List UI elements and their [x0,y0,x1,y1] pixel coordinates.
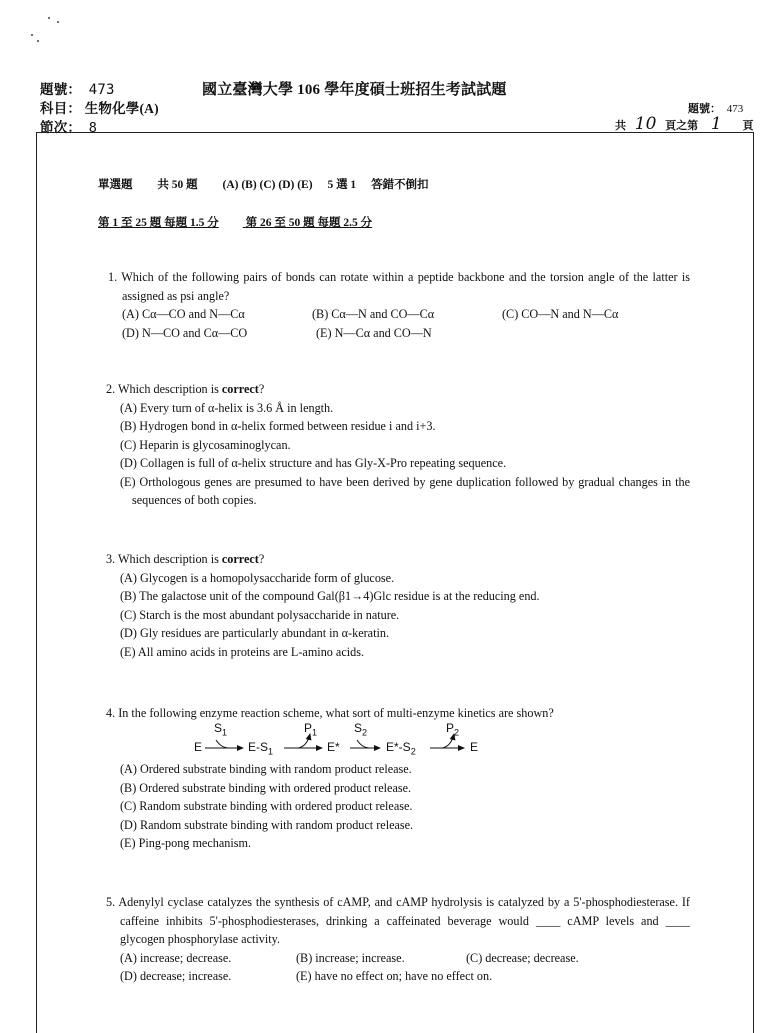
current-page: 1 [710,114,722,134]
question-2-option-b[interactable]: (B) Hydrogen bond in α-helix formed between residue i and i+3. [120,419,436,433]
question-3-option-b[interactable]: (B) The galactose unit of the compound Gal(β1→4)Glc residue is at the reducing end. [120,589,540,603]
question-5-options-row-2 [106,967,690,986]
page-prefix: 共 [615,120,626,132]
subject-line [40,97,159,117]
question-4-option-a[interactable]: (A) Ordered substrate binding with random product release. [120,762,412,776]
scheme-complex-2-sub: 2 [410,746,416,757]
scheme-substrate-1-letter: S [214,721,223,735]
scoring-rule-2: 第 26 至 50 題 每題 2.5 分 [245,217,373,229]
question-count: 共 50 題 [157,179,198,191]
question-5-option-b[interactable]: (B) increase; increase. [296,950,405,965]
question-2 [106,380,690,510]
scheme-product-2 [446,721,459,737]
scan-speck [57,21,59,23]
question-1-option-d[interactable]: (D) N—CO and Cα—CO [122,325,248,340]
page-indicator [615,114,753,134]
scoring-rules [98,214,384,230]
subject-label: 科目： [40,101,82,116]
question-2-stem-text: 2. Which description is [106,382,222,396]
question-2-stem [106,380,690,399]
right-question-number-label: 題號： [688,103,721,115]
right-question-number-value: 473 [726,103,744,115]
question-1-option-e[interactable]: (E) N—Cα and CO—N [316,325,432,340]
scheme-complex-2 [386,740,416,756]
scan-speck [37,40,39,42]
question-5-option-e[interactable]: (E) have no effect on; have no effect on. [296,969,493,983]
penalty-note: 答錯不倒扣 [371,179,429,191]
scan-speck [48,17,50,19]
question-4-option-e[interactable]: (E) Ping-pong mechanism. [120,836,251,850]
question-3-stem-emphasis: correct [221,552,259,566]
reaction-arrows [190,718,490,760]
question-3-stem [106,550,690,569]
question-3-option-e[interactable]: (E) All amino acids in proteins are L-amino acids. [120,644,365,659]
question-1-option-a[interactable]: (A) Cα—CO and N—Cα [122,307,245,321]
scheme-substrate-1-sub: 1 [222,727,228,738]
question-5-option-a[interactable]: (A) increase; decrease. [120,950,232,965]
scheme-substrate-1 [214,721,227,737]
instructions [98,176,441,192]
scheme-substrate-2-letter: S [354,721,363,735]
question-4-option-d[interactable]: (D) Random substrate binding with random product release. [120,817,414,832]
question-3-option-c[interactable]: (C) Starch is the most abundant polysaccharide in nature. [120,607,400,622]
question-2-option-d[interactable]: (D) Collagen is full of α-helix structure and has Gly-X-Pro repeating sequence. [120,456,507,470]
scheme-enzyme-end: E [470,740,479,754]
question-2-option-a[interactable]: (A) Every turn of α-helix is 3.6 Å in length. [120,400,334,415]
choice-pick: 5 選 1 [327,179,357,191]
question-5 [106,893,690,986]
scheme-product-1 [304,721,317,737]
question-2-stem-emphasis: correct [221,382,259,396]
question-3 [106,550,690,661]
question-3-option-d[interactable]: (D) Gly residues are particularly abundant in α-keratin. [120,626,389,640]
scheme-substrate-2-sub: 2 [362,727,368,738]
arrow-s2-in [357,740,371,748]
exam-title: 國立臺灣大學 106 學年度碩士班招生考試試題 [202,82,507,98]
question-5-option-c[interactable]: (C) decrease; decrease. [466,950,579,965]
scheme-enzyme-start: E [194,740,203,754]
page-suffix: 頁 [742,120,754,132]
question-2-stem-end: ? [258,382,265,396]
question-3-option-a[interactable]: (A) Glycogen is a homopolysaccharide form of glucose. [120,570,395,585]
question-4-option-c[interactable]: (C) Random substrate binding with ordered product release. [120,799,413,813]
scheme-complex-2-text: E*-S [386,740,411,754]
question-5-option-d[interactable]: (D) decrease; increase. [120,969,232,983]
page-middle: 頁之第 [665,120,699,132]
scheme-product-1-letter: P [304,721,313,735]
question-5-options-row-1 [106,949,690,968]
subject: 生物化學(A) [84,101,159,116]
scan-speck [31,34,33,36]
question-1-option-b[interactable]: (B) Cα—N and CO—Cα [312,307,435,321]
scheme-product-2-letter: P [446,721,455,735]
question-1-option-c[interactable]: (C) CO—N and N—Cα [502,307,619,321]
scheme-substrate-2 [354,721,367,737]
question-3-stem-text: 3. Which description is [106,552,222,566]
question-1-options-row-1 [108,305,690,324]
question-1 [108,268,690,342]
question-3-stem-end: ? [258,552,265,566]
choice-letters: (A) (B) (C) (D) (E) [222,179,313,191]
scheme-product-1-sub: 1 [312,727,318,738]
section-label: 節次： [40,120,82,135]
question-type: 單選題 [98,179,133,191]
scheme-modified-enzyme: E* [327,740,340,754]
scheme-product-2-sub: 2 [454,727,460,738]
question-5-stem: 5. Adenylyl cyclase catalyzes the synthesis of cAMP, and cAMP hydrolysis is catalyzed by a 5'-phosphodiesterase. If caffeine inhibits 5'-phosphodiesterases, drinking a caffeinated beverage would ____ cAMP levels and ____ glycogen phosphorylase activity. [106,895,690,946]
scheme-complex-1-sub: 1 [268,746,274,757]
question-4-stem: 4. In the following enzyme reaction scheme, what sort of multi-enzyme kinetics are shown? [106,706,554,720]
scheme-complex-1-text: E-S [248,740,269,754]
question-4-options [106,760,690,853]
question-number-label: 題號： [40,82,82,97]
question-2-option-c[interactable]: (C) Heparin is glycosaminoglycan. [120,437,291,452]
question-number-line [40,78,115,98]
scheme-complex-1 [248,740,273,756]
section-number: 8 [88,120,98,136]
scoring-rule-1: 第 1 至 25 題 每題 1.5 分 [98,217,219,229]
question-2-option-e[interactable]: (E) Orthologous genes are presumed to have been derived by gene duplication followed by gradual changes in the sequences of both copies. [120,474,690,507]
question-number: 473 [88,82,115,98]
question-4-option-b[interactable]: (B) Ordered substrate binding with ordered product release. [120,780,412,795]
question-1-stem: 1. Which of the following pairs of bonds can rotate within a peptide backbone and the torsion angle of the latter is assigned as psi angle? [108,270,690,303]
total-pages: 10 [634,114,657,134]
reaction-scheme [190,718,490,760]
question-1-options-row-2 [108,324,690,343]
arrow-s1-in [216,740,230,748]
